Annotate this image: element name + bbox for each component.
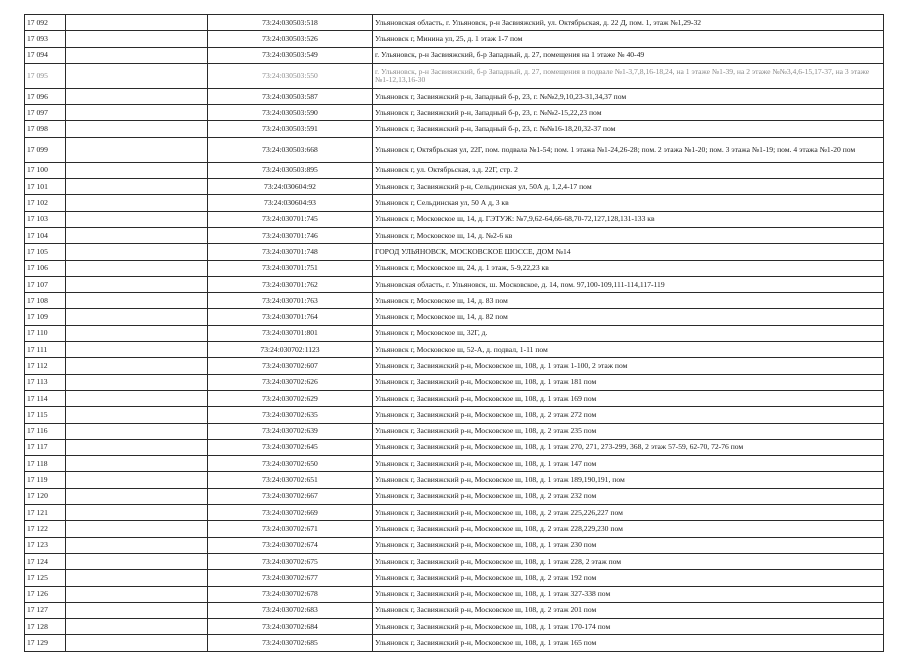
cadastral-number-cell: 73:24:030702:645	[208, 439, 373, 455]
blank-cell	[66, 570, 208, 586]
row-number-cell: 17 108	[25, 293, 66, 309]
row-number-cell: 17 096	[25, 88, 66, 104]
table-row	[25, 635, 884, 651]
row-number-cell: 17 092	[25, 15, 66, 31]
cadastral-number-cell: 73:24:030702:678	[208, 586, 373, 602]
cadastral-number-cell: 73:24:030702:685	[208, 635, 373, 651]
blank-cell	[66, 227, 208, 243]
row-number-cell: 17 098	[25, 121, 66, 137]
row-number-cell: 17 129	[25, 635, 66, 651]
row-number-cell: 17 122	[25, 521, 66, 537]
address-cell: Ульяновск г, Засвияжский р-н, Московское ш, 108, д. 2 этаж 235 пом	[373, 423, 884, 439]
cadastral-number-cell: 73:24:030503:668	[208, 137, 373, 162]
row-number-cell: 17 095	[25, 63, 66, 88]
blank-cell	[66, 635, 208, 651]
table-row	[25, 439, 884, 455]
cadastral-number-cell: 73:24:030701:764	[208, 309, 373, 325]
table-row	[25, 260, 884, 276]
row-number-cell: 17 112	[25, 358, 66, 374]
address-cell: ГОРОД УЛЬЯНОВСК, МОСКОВСКОЕ ШОССЕ, ДОМ №14	[373, 244, 884, 260]
blank-cell	[66, 407, 208, 423]
address-cell: Ульяновск г, Московское ш, 14, д. №2-6 кв	[373, 227, 884, 243]
address-cell: Ульяновск г, Засвияжский р-н, Московское ш, 108, д. 2 этаж 272 пом	[373, 407, 884, 423]
cadastral-number-cell: 73:24:030701:762	[208, 276, 373, 292]
cadastral-number-cell: 73:24:030701:745	[208, 211, 373, 227]
row-number-cell: 17 094	[25, 47, 66, 63]
table-row	[25, 293, 884, 309]
row-number-cell: 17 116	[25, 423, 66, 439]
address-cell: Ульяновск г, Московское ш, 24, д. 1 этаж, 5-9,22,23 кв	[373, 260, 884, 276]
table-row	[25, 309, 884, 325]
cadastral-number-cell: 73:24:030503:518	[208, 15, 373, 31]
cadastral-number-cell: 73:24:030701:748	[208, 244, 373, 260]
table-row	[25, 456, 884, 472]
cadastral-number-cell: 73:24:030701:751	[208, 260, 373, 276]
row-number-cell: 17 099	[25, 137, 66, 162]
row-number-cell: 17 097	[25, 105, 66, 121]
cadastral-number-cell: 73:24:030702:650	[208, 456, 373, 472]
table-row	[25, 407, 884, 423]
table-row	[25, 121, 884, 137]
address-cell: Ульяновск г, Засвияжский р-н, Московское ш, 108, д. 1 этаж 169 пом	[373, 390, 884, 406]
address-cell: Ульяновская область, г. Ульяновск, ш. Московское, д. 14, пом. 97,100-109,111-114,117-119	[373, 276, 884, 292]
cadastral-number-cell: 73:24:030701:763	[208, 293, 373, 309]
table-row	[25, 521, 884, 537]
row-number-cell: 17 117	[25, 439, 66, 455]
blank-cell	[66, 162, 208, 178]
blank-cell	[66, 31, 208, 47]
blank-cell	[66, 121, 208, 137]
cadastral-number-cell: 73:24:030702:667	[208, 488, 373, 504]
row-number-cell: 17 111	[25, 342, 66, 358]
blank-cell	[66, 105, 208, 121]
cadastral-number-cell: 73:24:030702:674	[208, 537, 373, 553]
row-number-cell: 17 121	[25, 505, 66, 521]
cadastral-number-cell: 73:24:030604:92	[208, 179, 373, 195]
table-row	[25, 105, 884, 121]
blank-cell	[66, 88, 208, 104]
address-cell: г. Ульяновск, р-н Засвияжский, б-р Западный, д. 27, помещения на 1 этаже № 40-49	[373, 47, 884, 63]
table-row	[25, 137, 884, 162]
cadastral-number-cell: 73:24:030702:677	[208, 570, 373, 586]
cadastral-number-cell: 73:24:030503:550	[208, 63, 373, 88]
address-cell: Ульяновск г, Засвияжский р-н, Московское ш, 108, д. 1 этаж 181 пом	[373, 374, 884, 390]
address-cell: Ульяновск г, Засвияжский р-н, Московское ш, 108, д. 1 этаж 327-338 пом	[373, 586, 884, 602]
table-row	[25, 15, 884, 31]
cadastral-number-cell: 73:24:030503:587	[208, 88, 373, 104]
row-number-cell: 17 103	[25, 211, 66, 227]
row-number-cell: 17 114	[25, 390, 66, 406]
blank-cell	[66, 472, 208, 488]
table-row	[25, 537, 884, 553]
address-cell: Ульяновск г, Московское ш, 52-А, д. подвал, 1-11 пом	[373, 342, 884, 358]
row-number-cell: 17 110	[25, 325, 66, 341]
blank-cell	[66, 195, 208, 211]
table-row	[25, 227, 884, 243]
cadastral-number-cell: 73:24:030701:801	[208, 325, 373, 341]
address-cell: Ульяновск г, Засвияжский р-н, Московское ш, 108, д. 2 этаж 201 пом	[373, 602, 884, 618]
row-number-cell: 17 093	[25, 31, 66, 47]
blank-cell	[66, 293, 208, 309]
table-row	[25, 179, 884, 195]
blank-cell	[66, 47, 208, 63]
blank-cell	[66, 179, 208, 195]
blank-cell	[66, 488, 208, 504]
blank-cell	[66, 63, 208, 88]
table-row	[25, 472, 884, 488]
cadastral-number-cell: 73:24:030503:895	[208, 162, 373, 178]
row-number-cell: 17 105	[25, 244, 66, 260]
blank-cell	[66, 423, 208, 439]
blank-cell	[66, 211, 208, 227]
blank-cell	[66, 342, 208, 358]
table-row	[25, 488, 884, 504]
blank-cell	[66, 374, 208, 390]
cadastral-number-cell: 73:24:030503:591	[208, 121, 373, 137]
registry-body	[25, 15, 884, 652]
cadastral-number-cell: 73:24:030702:669	[208, 505, 373, 521]
table-row	[25, 374, 884, 390]
cadastral-number-cell: 73:24:030702:626	[208, 374, 373, 390]
blank-cell	[66, 521, 208, 537]
row-number-cell: 17 109	[25, 309, 66, 325]
registry-table	[24, 14, 884, 652]
blank-cell	[66, 456, 208, 472]
cadastral-number-cell: 73:24:030503:526	[208, 31, 373, 47]
cadastral-number-cell: 73:24:030604:93	[208, 195, 373, 211]
table-row	[25, 342, 884, 358]
address-cell: Ульяновск г, Засвияжский р-н, Западный б-р, 23, г. №№16-18,20,32-37 пом	[373, 121, 884, 137]
cadastral-number-cell: 73:24:030702:1123	[208, 342, 373, 358]
row-number-cell: 17 104	[25, 227, 66, 243]
address-cell: Ульяновск г, Засвияжский р-н, Московское ш, 108, д. 1 этаж 189,190,191, пом	[373, 472, 884, 488]
blank-cell	[66, 537, 208, 553]
table-row	[25, 31, 884, 47]
address-cell: Ульяновск г, Засвияжский р-н, Московское ш, 108, д. 1 этаж 170-174 пом	[373, 619, 884, 635]
cadastral-number-cell: 73:24:030702:671	[208, 521, 373, 537]
table-row	[25, 553, 884, 569]
address-cell: Ульяновск г, Засвияжский р-н, Западный б-р, 23, г. №№2,9,10,23-31,34,37 пом	[373, 88, 884, 104]
address-cell: Ульяновск г, ул. Октябрьская, з.д. 22Г, стр. 2	[373, 162, 884, 178]
table-row	[25, 423, 884, 439]
address-cell: г. Ульяновск, р-н Засвияжский, б-р Западный, д. 27, помещения в подвале №1-3,7,8,16-18,24, на 1 этаже №1-39, на 2 этаже №№3,4,6-15,17-37, на 3 этаже №1-12,13,16-30	[373, 63, 884, 88]
address-cell: Ульяновск г, Московское ш, 14, д. 83 пом	[373, 293, 884, 309]
address-cell: Ульяновск г, Московское ш, 32Г, д.	[373, 325, 884, 341]
blank-cell	[66, 553, 208, 569]
cadastral-number-cell: 73:24:030702:675	[208, 553, 373, 569]
cadastral-number-cell: 73:24:030702:684	[208, 619, 373, 635]
table-row	[25, 63, 884, 88]
row-number-cell: 17 107	[25, 276, 66, 292]
address-cell: Ульяновск г, Засвияжский р-н, Московское ш, 108, д. 2 этаж 192 пом	[373, 570, 884, 586]
cadastral-number-cell: 73:24:030503:549	[208, 47, 373, 63]
cadastral-number-cell: 73:24:030503:590	[208, 105, 373, 121]
row-number-cell: 17 128	[25, 619, 66, 635]
address-cell: Ульяновск г, Октябрьская ул, 22Г, пом. подвала №1-54; пом. 1 этажа №1-24,26-28; пом. 2 этажа №1-20; пом. 3 этажа №1-19; пом. 4 этажа №1-20 пом	[373, 137, 884, 162]
address-cell: Ульяновск г, Сельдинская ул, 50 А д, 3 кв	[373, 195, 884, 211]
blank-cell	[66, 276, 208, 292]
address-cell: Ульяновск г, Минина ул, 25, д. 1 этаж 1-7 пом	[373, 31, 884, 47]
address-cell: Ульяновск г, Засвияжский р-н, Московское ш, 108, д. 1 этаж 165 пом	[373, 635, 884, 651]
blank-cell	[66, 439, 208, 455]
cadastral-number-cell: 73:24:030702:607	[208, 358, 373, 374]
cadastral-number-cell: 73:24:030702:683	[208, 602, 373, 618]
blank-cell	[66, 505, 208, 521]
cadastral-number-cell: 73:24:030702:635	[208, 407, 373, 423]
cadastral-number-cell: 73:24:030702:639	[208, 423, 373, 439]
blank-cell	[66, 358, 208, 374]
table-row	[25, 570, 884, 586]
blank-cell	[66, 619, 208, 635]
table-row	[25, 162, 884, 178]
address-cell: Ульяновск г, Московское ш, 14, д. ГЭТУЖ: №7,9,62-64,66-68,70-72,127,128,131-133 кв	[373, 211, 884, 227]
table-row	[25, 88, 884, 104]
row-number-cell: 17 102	[25, 195, 66, 211]
blank-cell	[66, 244, 208, 260]
blank-cell	[66, 15, 208, 31]
address-cell: Ульяновск г, Засвияжский р-н, Западный б-р, 23, г. №№2-15,22,23 пом	[373, 105, 884, 121]
table-row	[25, 211, 884, 227]
cadastral-number-cell: 73:24:030702:629	[208, 390, 373, 406]
cadastral-number-cell: 73:24:030701:746	[208, 227, 373, 243]
address-cell: Ульяновск г, Засвияжский р-н, Московское ш, 108, д. 1 этаж 270, 271, 273-299, 368, 2 этаж 57-59, 62-70, 72-76 пом	[373, 439, 884, 455]
row-number-cell: 17 127	[25, 602, 66, 618]
row-number-cell: 17 113	[25, 374, 66, 390]
row-number-cell: 17 126	[25, 586, 66, 602]
row-number-cell: 17 100	[25, 162, 66, 178]
address-cell: Ульяновск г, Засвияжский р-н, Сельдинская ул, 50А д, 1,2,4-17 пом	[373, 179, 884, 195]
row-number-cell: 17 125	[25, 570, 66, 586]
table-row	[25, 244, 884, 260]
table-row	[25, 195, 884, 211]
address-cell: Ульяновская область, г. Ульяновск, р-н Засвияжский, ул. Октябрьская, д. 22 Д, пом. 1, этаж №1,29-32	[373, 15, 884, 31]
row-number-cell: 17 101	[25, 179, 66, 195]
table-row	[25, 325, 884, 341]
table-row	[25, 602, 884, 618]
table-row	[25, 276, 884, 292]
row-number-cell: 17 115	[25, 407, 66, 423]
address-cell: Ульяновск г, Засвияжский р-н, Московское ш, 108, д. 1 этаж 228, 2 этаж пом	[373, 553, 884, 569]
table-row	[25, 47, 884, 63]
address-cell: Ульяновск г, Засвияжский р-н, Московское ш, 108, д. 2 этаж 228,229,230 пом	[373, 521, 884, 537]
address-cell: Ульяновск г, Засвияжский р-н, Московское ш, 108, д. 2 этаж 232 пом	[373, 488, 884, 504]
row-number-cell: 17 106	[25, 260, 66, 276]
table-row	[25, 586, 884, 602]
row-number-cell: 17 119	[25, 472, 66, 488]
address-cell: Ульяновск г, Засвияжский р-н, Московское ш, 108, д. 1 этаж 147 пом	[373, 456, 884, 472]
blank-cell	[66, 602, 208, 618]
address-cell: Ульяновск г, Московское ш, 14, д. 82 пом	[373, 309, 884, 325]
blank-cell	[66, 260, 208, 276]
row-number-cell: 17 123	[25, 537, 66, 553]
table-row	[25, 390, 884, 406]
document-page	[24, 14, 884, 652]
table-row	[25, 358, 884, 374]
row-number-cell: 17 124	[25, 553, 66, 569]
row-number-cell: 17 118	[25, 456, 66, 472]
blank-cell	[66, 325, 208, 341]
blank-cell	[66, 586, 208, 602]
blank-cell	[66, 309, 208, 325]
cadastral-number-cell: 73:24:030702:651	[208, 472, 373, 488]
row-number-cell: 17 120	[25, 488, 66, 504]
address-cell: Ульяновск г, Засвияжский р-н, Московское ш, 108, д. 1 этаж 230 пом	[373, 537, 884, 553]
address-cell: Ульяновск г, Засвияжский р-н, Московское ш, 108, д. 2 этаж 225,226,227 пом	[373, 505, 884, 521]
table-row	[25, 505, 884, 521]
blank-cell	[66, 390, 208, 406]
address-cell: Ульяновск г, Засвияжский р-н, Московское ш, 108, д. 1 этаж 1-100, 2 этаж пом	[373, 358, 884, 374]
blank-cell	[66, 137, 208, 162]
table-row	[25, 619, 884, 635]
